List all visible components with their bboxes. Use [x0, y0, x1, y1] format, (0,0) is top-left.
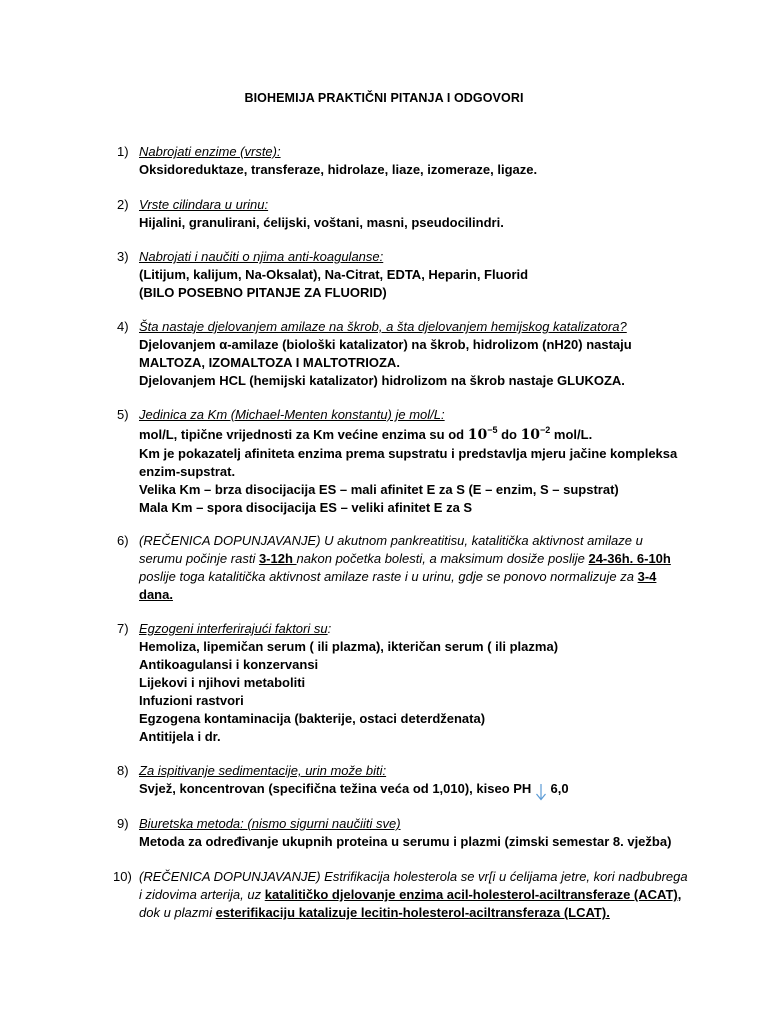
question-text: Nabrojati i naučiti o njima anti-koagulanse: — [139, 249, 384, 264]
sentence-text — [139, 586, 709, 604]
filled-blank: katalitičko djelovanje enzima acil-holesterol-aciltransferaze (ACAT), — [264, 887, 682, 902]
answer-text: Antikoagulansi i konzervansi — [139, 657, 319, 672]
answer-text: (BILO POSEBNO PITANJE ZA FLUORID) — [139, 285, 387, 300]
answer-fragment: Svjež, koncentrovan (specifična težina veća od 1,010), kiseo PH — [139, 781, 535, 796]
question-number: 6) — [117, 533, 129, 548]
question-number: 1) — [117, 144, 129, 159]
filled-blank: 24-36h. 6-10h — [588, 551, 671, 566]
answer-text: Infuzioni rastvori — [139, 693, 244, 708]
question-number: 9) — [117, 816, 129, 831]
answer-text — [139, 780, 709, 798]
question-number: 10) — [113, 869, 132, 884]
filled-blank: 3-4 — [637, 569, 657, 584]
answer-text: enzim-supstrat. — [139, 464, 236, 479]
answer-text: Hijalini, granulirani, ćelijski, voštani, masni, pseudocilindri. — [139, 215, 504, 230]
page-title: BIOHEMIJA PRAKTIČNI PITANJA I ODGOVORI — [244, 91, 524, 105]
question-fragment: : — [327, 621, 332, 636]
answer-text: Hemoliza, lipemičan serum ( ili plazma), iktеričan serum ( ili plazma) — [139, 639, 559, 654]
sentence-fragment: i zidovima arterija, uz — [139, 887, 265, 902]
question-text: Vrste cilindara u urinu: — [139, 197, 269, 212]
exponent: −2 — [540, 425, 551, 435]
sentence-text — [139, 904, 709, 922]
sentence-text — [139, 568, 709, 586]
answer-text: Velika Km – brza disocijacija ES – mali afinitet E za S (E – enzim, S – supstrat) — [139, 482, 619, 497]
question-number: 4) — [117, 319, 129, 334]
question-text: Jedinica za Km (Michael-Menten konstantu) je mol/L: — [139, 407, 445, 422]
question-fragment: Egzogeni interferirajući faktori su — [139, 621, 328, 636]
exponent-base: 10 — [520, 427, 541, 443]
sentence-fragment: serumu počinje rasti — [139, 551, 259, 566]
sentence-fragment: nakon početka bolesti, a maksimum dosiže poslije — [296, 551, 589, 566]
filled-blank: 3-12h — [258, 551, 297, 566]
filled-blank: dana. — [139, 587, 173, 602]
question-number: 8) — [117, 763, 129, 778]
answer-text — [139, 424, 709, 445]
answer-text: (Litijum, kalijum, Na-Oksalat), Na-Citrat, EDTA, Heparin, Fluorid — [139, 267, 529, 282]
answer-text: Antitijela i dr. — [139, 729, 221, 744]
filled-blank: esterifikaciju katalizuje lecitin-holesterol-aciltransferaza (LCAT). — [215, 905, 610, 920]
question-text: Nabrojati enzime (vrste): — [139, 144, 281, 159]
exponent-base: 10 — [467, 427, 488, 443]
down-arrow-icon — [535, 783, 547, 801]
sentence-text — [139, 886, 709, 904]
answer-text: Km je pokazatelj afiniteta enzima prema supstratu i predstavlja mjeru jačine kompleksa — [139, 446, 678, 461]
answer-text: Mala Km – spora disocijacija ES – veliki afinitet E za S — [139, 500, 473, 515]
question-text: Šta nastaje djelovanjem amilaze na škrob, a šta djelovanjem hemijskog katalizatora? — [139, 319, 627, 334]
answer-text: MALTOZA, IZOMALTOZA I MALTOTRIOZA. — [139, 355, 400, 370]
exponent: −5 — [487, 425, 498, 435]
answer-text: Oksidoreduktaze, transferaze, hidrolaze, liaze, izomeraze, ligaze. — [139, 162, 538, 177]
question-number: 7) — [117, 621, 129, 636]
answer-text: Djelovanjem α-amilaze (biološki katalizator) na škrob, hidrolizom (nH20) nastaju — [139, 337, 632, 352]
sentence-fragment: dok u plazmi — [139, 905, 216, 920]
answer-fragment: 6,0 — [546, 781, 569, 796]
sentence-fragment: poslije toga katalitička aktivnost amilaze raste i u urinu, gdje se ponovo normalizuje za — [139, 569, 638, 584]
question-number: 5) — [117, 407, 129, 422]
sentence-text: (REČENICA DOPUNJAVANJE) U akutnom pankreatitisu, katalitička aktivnost amilaze u — [139, 533, 643, 548]
answer-text: Lijekovi i njihovi metaboliti — [139, 675, 306, 690]
sentence-text — [139, 550, 709, 568]
question-text — [139, 620, 709, 638]
answer-text: Djelovanjem HCL (hemijski katalizator) hidrolizom na škrob nastaje GLUKOZA. — [139, 373, 625, 388]
answer-text: Egzogena kontaminacija (bakterije, ostaci deterdženata) — [139, 711, 486, 726]
answer-fragment: mol/L. — [550, 427, 593, 442]
question-number: 3) — [117, 249, 129, 264]
question-text: Biuretska metoda: (nismo sigurni naučiiti sve) — [139, 816, 401, 831]
answer-fragment: mol/L, tipične vrijednosti za Km većine enzima su od — [139, 427, 468, 442]
question-text: Za ispitivanje sedimentacije, urin može biti: — [139, 763, 387, 778]
answer-text: Metoda za određivanje ukupnih proteina u serumu i plazmi (zimski semestar 8. vježba) — [139, 834, 672, 849]
sentence-text: (REČENICA DOPUNJAVANJE) Estrifikacija holesterola se vr[i u ćelijama jetre, kori nadbubrega — [139, 869, 688, 884]
answer-fragment: do — [497, 427, 521, 442]
question-number: 2) — [117, 197, 129, 212]
